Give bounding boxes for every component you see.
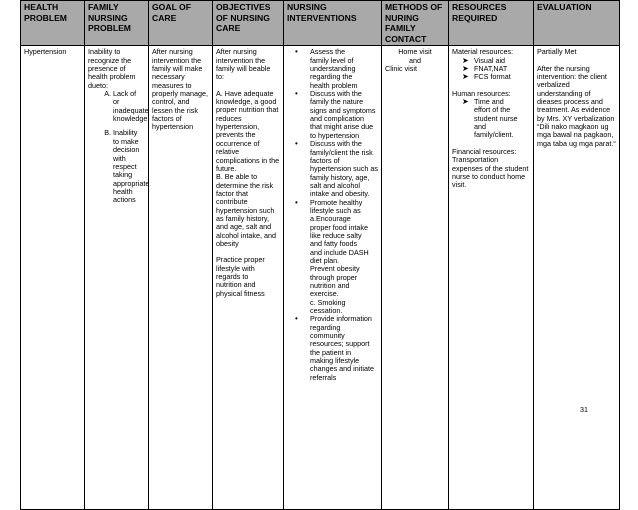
objective-a: A. Have adequate knowledge, a good proper nutrition that reduces hypertension, prevents the occurrence of relative complications in the future. <box>216 88 280 173</box>
family-problem-list <box>88 89 150 205</box>
arrow-bullet-icon: ➤ <box>462 72 469 82</box>
method-clinic-visit: Clinic visit <box>385 64 417 74</box>
human-resources-label: Human resources: <box>452 88 511 98</box>
table-row <box>21 46 620 510</box>
cell-family-problem <box>85 46 149 510</box>
list-item: • Discuss with the family/client the risk factors of hypertension such as family history, age, salt and alcohol intake and obesity. <box>310 140 378 198</box>
header-row <box>21 1 620 46</box>
cell-health-problem <box>21 46 85 510</box>
interventions-list <box>287 48 378 382</box>
evaluation-status: Partially Met <box>537 47 577 57</box>
cell-evaluation <box>534 46 620 510</box>
header-resources-required: RESOURCES REQUIRED <box>449 1 534 46</box>
header-methods-of-contact: METHODS OF NURING FAMILY CONTACT <box>382 1 449 46</box>
method-home-visit: Home visit <box>398 47 432 57</box>
list-item: ➤ FCS format <box>462 72 511 82</box>
cell-goal <box>149 46 213 510</box>
list-item: ➤ Visual aid <box>462 55 506 65</box>
objective-b: B. Be able to determine the risk factor that contribute hypertension such as family history, and age, salt and alcohol intake, and obesity <box>216 172 276 248</box>
objective-practice: Practice proper lifestyle with regards to nutrition and physical fitness <box>216 255 265 298</box>
arrow-bullet-icon: ➤ <box>462 55 469 65</box>
list-item: ➤ FNAT,NAT <box>462 64 508 74</box>
family-problem-lead: Inability to recognize the presence of health problem dueto: <box>88 47 136 90</box>
evaluation-text: After the nursing intervention: the client verbalized understanding of dieases process and treatment. As evidence by Mrs. XY verbalization “Dili nako magkaon ug mga bawal na pagkaon, mga taba ug mga parat.“ <box>537 63 616 148</box>
list-item: ➤ Time and effort of the student nurse and family/client. <box>462 97 518 140</box>
list-item: • Promote healthy lifestyle such as a.Encourage proper food intake like reduce salty and fatty foods and include DASH diet plan. Prevent obesity through proper nutrition and exercise. c. Smoking cessation. <box>310 199 378 316</box>
header-nursing-interventions: NURSING INTERVENTIONS <box>284 1 382 46</box>
header-health-problem: HEALTH PROBLEM <box>21 1 85 46</box>
cell-objectives <box>213 46 284 510</box>
cell-methods <box>382 46 449 510</box>
header-goal-of-care: GOAL OF CARE <box>149 1 213 46</box>
header-objectives: OBJECTIVES OF NURSING CARE <box>213 1 284 46</box>
objectives-lead: After nursing intervention the family will beable to: <box>216 47 271 82</box>
cell-interventions <box>284 46 382 510</box>
list-item: • Discuss with the family the nature signs and symptoms and complication that might arise due to hypertension <box>310 90 378 140</box>
page-number: 31 <box>580 405 588 414</box>
goal-text: After nursing intervention the family will make necessary measures to properly manage, control, and lessen the risk factors of hypertension <box>152 47 208 132</box>
material-resources-label: Material resources: <box>452 47 514 57</box>
list-item: • Assess the family level of understanding regarding the health problem <box>310 48 378 90</box>
arrow-bullet-icon: ➤ <box>462 64 469 74</box>
financial-resources-label: Financial resources: <box>452 146 517 156</box>
family-care-plan-table <box>20 0 620 510</box>
header-family-nursing-problem: FAMILY NURSING PROBLEM <box>85 1 149 46</box>
health-problem-text: Hypertension <box>24 47 67 57</box>
material-resources-list <box>452 57 530 82</box>
human-resources-list <box>452 98 530 140</box>
financial-resources-text: Transportation expenses of the student nurse to conduct home visit. <box>452 155 529 190</box>
list-item: • Provide information regarding community resources; support the patient in making lifestyle changes and initiate referrals <box>310 315 378 382</box>
method-and: and <box>409 55 421 65</box>
header-evaluation: EVALUATION <box>534 1 620 46</box>
list-item: A. Lack of or inadequate knowledge. <box>113 90 145 123</box>
arrow-bullet-icon: ➤ <box>462 97 469 107</box>
list-item: B. Inability to make decision with respect taking appropriate health actions <box>113 129 145 204</box>
cell-resources <box>449 46 534 510</box>
